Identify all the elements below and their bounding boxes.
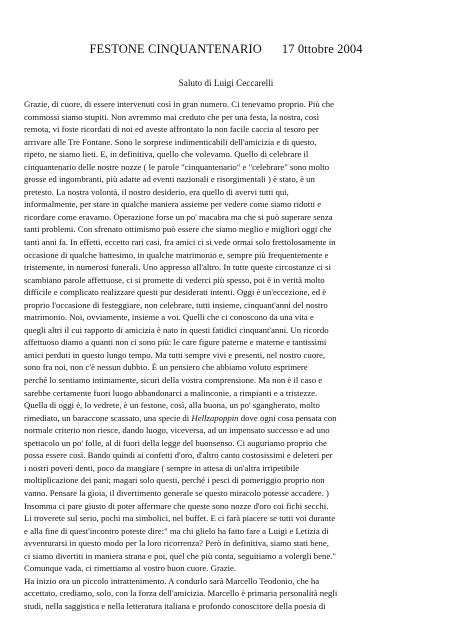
text-line: matrimonio. Noi, ovviamente, insieme a voi. Quelli che ci conoscono da una vita e [24, 312, 314, 323]
text-line: tristemente, in numerosi funerali. Uno appresso all'altro. In tutte queste circostanze ci si [24, 262, 332, 273]
text-line: commossi siamo stupiti. Non avremmo mai creduto che per una festa, la nostra, così [24, 111, 319, 122]
page-subtitle: Saluto di Luigi Ceccarelli [178, 78, 274, 88]
line-segment: dove ogni cosa pensata con [238, 412, 337, 423]
text-line: possa essere così. Bando quindi ai confetti d'oro, d'altro canto costosissimi e deleteri per [24, 450, 333, 461]
text-line: studi, nella saggistica e nella letteratura italiana e profondo conoscitore della poesia di [24, 600, 326, 611]
text-line: scambiano parole affettuose, ci si promette di vederci più spesso, poi è in verità molto [24, 274, 325, 285]
text-line: informalmente, per stare in qualche maniera assieme per vedere come siamo ridotti e [24, 199, 322, 210]
text-line: accettato, crediamo, solo, con la forza dell'amicizia. Marcello è primaria personalità negli [24, 588, 338, 599]
text-line: ripeto, ne siamo lieti. E, in definitiva, quello che volevamo. Quello di celebrare il [24, 149, 309, 160]
text-line: Li troverete sul serio, pochi ma simbolici, nel buffet. E ci farà piacere se tutti voi durante [24, 513, 336, 524]
text-line: spettacolo un po' folle, al di fuori della legge del buonsenso. Ci auguriamo proprio che [24, 437, 327, 448]
text-line: proprio l'occasione di festeggiare, non celebrare, tutti insieme, cinquant'anni del nostro [24, 299, 328, 310]
text-line: Ha inizio ora un piccolo intrattenimento. A condurlo sarà Marcello Teodonio, che ha [24, 575, 320, 586]
text-line: tanti anni fa. In effetti, eccetto rari casi, fra amici ci si vede ormai solo frettolosamente in [24, 237, 336, 248]
page-title [0, 42, 452, 57]
body-text [24, 98, 436, 612]
text-line: e alla fine di quest'incontro poteste dire:" ma chi glielo ha fatto fare a Luigi e Letizia di [24, 525, 329, 536]
text-line: vanno. Pensare la gioia, il divertimento generale se questo miracolo potesse accadere. ) [24, 487, 329, 498]
text-line: Insomma ci pare giusto di poter affermare che queste sono nozze d'oro coi fichi secchi. [24, 500, 329, 511]
text-line: pretesto. La nostra volontà, il nostro desiderio, era quello di avervi tutti qui, [24, 186, 289, 197]
text-line: tanti problemi. Con sfrenato ottimismo può essere che siamo meglio e migliori oggi che [24, 224, 332, 235]
text-line: grosse ed ingombranti, più adatte ad eventi nazionali e risorgimentali ) è stato, è un [24, 174, 315, 185]
text-line: affettuoso diamo a quanti non ci sono più: le care figure paterne e materne e tantissimi [24, 337, 327, 348]
text-line: ci siamo divertiti in maniera strana e poi, quel che più conta, seguitiamo a volergli bene." [24, 550, 336, 561]
text-line: difficile e complicato realizzare questi pur desiderati intenti. Oggi è un'eccezione, ed è [24, 287, 327, 298]
text-line: Grazie, di cuore, di essere intervenuti così in gran numero. Ci tenevamo proprio. Più che [24, 99, 335, 109]
text-line: i nostri poveri denti, poco da mangiare ( sempre in attesa di un'altra irripetibile [24, 462, 300, 473]
text-line: quegli altri il cui rapporto di amicizia è nato in questi fatidici cinquant'anni. Un ricordo [24, 324, 329, 335]
title-date: 17 0ttobre 2004 [281, 42, 363, 56]
text-line: amici perduti in questo lungo tempo. Ma tutti sempre vivi e presenti, nel nostro cuore, [24, 349, 326, 360]
text-line: occasione di qualche battesimo, in qualche matrimonio e, sempre più frequentemente e [24, 249, 329, 260]
text-line: cinquantenario delle nostre nozze ( le parole "cinquantenario" e "celebrare" sono molto [24, 161, 330, 172]
italic-term: Hellzapoppin [191, 412, 239, 423]
title-text: FESTONE CINQUANTENARIO [89, 42, 262, 56]
line-segment: rimediato, un baraccone scassato, una specie di [24, 412, 192, 423]
text-line: ricordare come eravamo. Operazione forse un po' macabra ma che si può superare senza [24, 211, 333, 222]
text-line: arrivare alle Tre Fontane. Sono le sorprese indimenticabili dell'amicizia e di questo, [24, 136, 317, 147]
text-line: perché lo sentiamo intimamente, sicuri della vostra comprensione. Ma non è il caso e [24, 375, 323, 386]
text-line: sono fra noi, non c'è nessun dubbio. È un pensiero che abbiamo voluto esprimere [24, 362, 308, 373]
text-line: normale criterio non riesce, dando luogo, viceversa, ad un impensato successo e ad uno [24, 425, 330, 436]
text-line: avventurarsi in questo modo per la loro ricorrenza? Però in definitiva, siamo stati bene, [24, 538, 329, 549]
text-line: Quella di oggi è, lo vedrete, è un festone, così, alla buona, un po' sgangherato, molto [24, 400, 320, 411]
text-line: Comunque vada, ci rimettiamo al vostro buon cuore. Grazie. [24, 563, 237, 574]
text-line: sarebbe certamente fuori luogo abbandonarci a malinconie, a rimpianti e a tristezze. [24, 387, 318, 398]
text-line: remota, vi foste ricordati di noi ed aveste affrontato la non facile caccia al tesoro per [24, 124, 319, 135]
text-line-hellzapoppin [24, 412, 436, 425]
text-line: moltiplicazione dei pani; magari solo questi, perché i pesci di pomeriggio proprio non [24, 475, 325, 486]
